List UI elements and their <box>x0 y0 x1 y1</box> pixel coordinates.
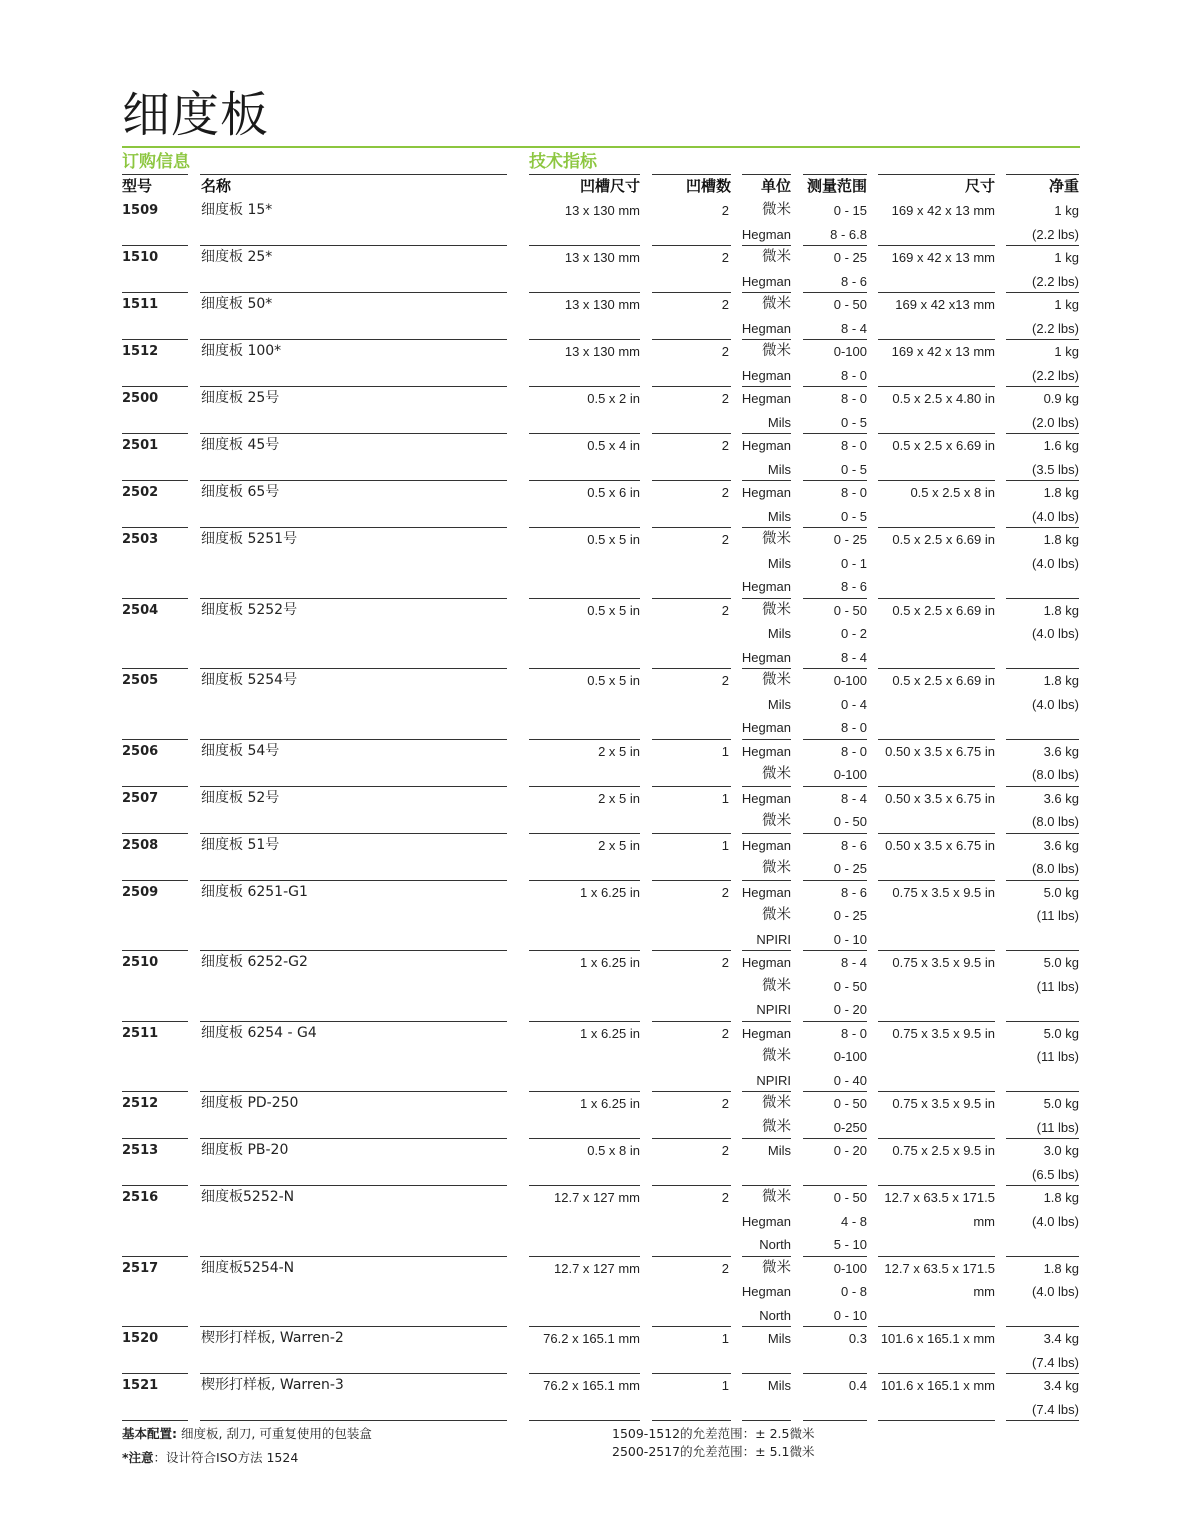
cell-units: 微米 <box>762 977 791 994</box>
cell-units: Hegman <box>741 226 791 242</box>
cell-weights: 1.6 kg <box>1043 438 1079 453</box>
row-rule <box>742 1420 791 1421</box>
cell-count: 2 <box>721 1025 729 1041</box>
cell-weights: (3.5 lbs) <box>1032 461 1079 477</box>
cell-ranges: 0 - 25 <box>833 250 867 265</box>
cell-units: Hegman <box>741 837 791 853</box>
cell-ranges: 0 - 40 <box>833 1072 867 1088</box>
cell-weights: 5.0 kg <box>1043 1025 1079 1041</box>
row-rule <box>1006 1420 1079 1421</box>
cell-ranges: 0 - 10 <box>833 931 867 947</box>
cell-units: 微米 <box>762 1189 791 1205</box>
cell-ranges: 0 - 8 <box>840 1284 867 1299</box>
cell-units: Mils <box>767 696 791 712</box>
cell-ranges: 0 - 25 <box>833 908 867 923</box>
cell-ranges: 0-100 <box>833 344 867 359</box>
cell-count: 2 <box>721 297 729 312</box>
cell-units: Hegman <box>741 884 791 900</box>
cell-units: NPIRI <box>756 1002 791 1017</box>
cell-count: 2 <box>721 203 729 218</box>
cell-code: 1510 <box>122 250 159 265</box>
cell-weights: (4.0 lbs) <box>1032 1213 1079 1229</box>
cell-weights: (4.0 lbs) <box>1032 555 1079 571</box>
cell-code: 2512 <box>122 1096 159 1111</box>
cell-weights: (2.0 lbs) <box>1032 414 1079 430</box>
cell-name: 细度板 50* <box>201 296 273 312</box>
cell-name: 细度板 45号 <box>201 437 280 453</box>
cell-groove: 0.5 x 5 in <box>587 673 640 688</box>
header-weight: 净重 <box>1048 177 1079 195</box>
cell-count: 1 <box>721 837 729 853</box>
cell-dims: 0.75 x 3.5 x 9.5 in <box>892 1025 995 1041</box>
cell-units: 微米 <box>762 907 791 923</box>
cell-ranges: 0-250 <box>833 1119 867 1135</box>
cell-name: 楔形打样板, Warren-3 <box>201 1377 344 1393</box>
cell-ranges: 0 - 5 <box>840 461 867 477</box>
cell-weights: (7.4 lbs) <box>1032 1354 1079 1370</box>
row-rule <box>803 1420 867 1421</box>
row-rule <box>878 1420 995 1421</box>
cell-units: Mils <box>767 414 791 430</box>
cell-weights: (4.0 lbs) <box>1032 508 1079 524</box>
title-rule <box>122 146 1080 148</box>
cell-weights: (11 lbs) <box>1036 1119 1079 1135</box>
cell-code: 2500 <box>122 391 159 406</box>
cell-units: Hegman <box>741 1025 791 1041</box>
cell-dims: 12.7 x 63.5 x 171.5 <box>884 1260 995 1276</box>
cell-weights: (11 lbs) <box>1036 1049 1079 1064</box>
cell-count: 2 <box>721 344 729 359</box>
footer-tolerance-1: 1509-1512的允差范围：± 2.5微米 <box>612 1426 815 1441</box>
cell-name: 细度板 25号 <box>201 390 280 406</box>
cell-ranges: 0.4 <box>848 1378 867 1393</box>
cell-name: 细度板 52号 <box>201 789 280 806</box>
cell-weights: 3.6 kg <box>1043 837 1079 853</box>
cell-ranges: 0 - 10 <box>833 1307 867 1323</box>
cell-ranges: 0 - 50 <box>833 1096 867 1111</box>
header-rule-name <box>200 174 507 175</box>
cell-name: 楔形打样板, Warren-2 <box>201 1330 344 1346</box>
cell-count: 2 <box>721 391 729 406</box>
cell-units: 微米 <box>762 672 791 688</box>
cell-code: 2504 <box>122 602 159 618</box>
cell-ranges: 0.3 <box>848 1331 867 1346</box>
footer-tolerance-2: 2500-2517的允差范围：± 5.1微米 <box>612 1444 815 1459</box>
row-rule <box>529 1420 640 1421</box>
cell-units: 微米 <box>762 813 791 829</box>
cell-units: Hegman <box>741 391 791 406</box>
cell-code: 2509 <box>122 884 159 900</box>
cell-ranges: 0 - 50 <box>833 297 867 312</box>
cell-ranges: 0 - 4 <box>840 696 867 712</box>
cell-dims: 0.50 x 3.5 x 6.75 in <box>885 837 995 853</box>
row-rule <box>652 1420 731 1421</box>
cell-groove: 76.2 x 165.1 mm <box>543 1378 640 1393</box>
cell-dims: 0.50 x 3.5 x 6.75 in <box>885 743 995 759</box>
cell-dims: 169 x 42 x 13 mm <box>891 250 995 265</box>
cell-name: 细度板 5252号 <box>201 601 298 618</box>
cell-ranges: 8 - 6 <box>840 837 867 853</box>
cell-units: 微米 <box>762 296 791 312</box>
cell-weights: 1 kg <box>1054 203 1079 218</box>
cell-code: 2503 <box>122 532 159 547</box>
header-model: 型号 <box>122 177 153 195</box>
cell-count: 2 <box>721 1143 729 1158</box>
cell-ranges: 8 - 0 <box>840 720 867 735</box>
cell-name: 细度板 PB-20 <box>201 1142 289 1158</box>
row-rule <box>200 1420 507 1421</box>
cell-ranges: 8 - 6.8 <box>830 226 867 242</box>
cell-name: 细度板 6254 - G4 <box>201 1024 317 1041</box>
cell-code: 1521 <box>122 1378 159 1393</box>
cell-dims: 169 x 42 x 13 mm <box>891 344 995 359</box>
cell-ranges: 0-100 <box>833 673 867 688</box>
cell-units: 微米 <box>762 202 791 218</box>
footer-note <box>122 1448 298 1468</box>
cell-groove: 13 x 130 mm <box>564 250 640 265</box>
cell-dims: 0.5 x 2.5 x 6.69 in <box>892 532 995 547</box>
cell-weights: 1.8 kg <box>1043 485 1079 500</box>
header-range: 测量范围 <box>806 177 867 195</box>
cell-count: 2 <box>721 438 729 453</box>
cell-units: Hegman <box>741 579 791 594</box>
cell-ranges: 8 - 4 <box>840 790 867 806</box>
cell-groove: 2 x 5 in <box>598 837 640 853</box>
header-dimensions: 尺寸 <box>964 177 995 195</box>
cell-dims: 0.5 x 2.5 x 6.69 in <box>892 438 995 453</box>
cell-units: 微米 <box>762 1048 791 1064</box>
cell-units: Mils <box>767 508 791 524</box>
cell-units: NPIRI <box>756 931 791 947</box>
cell-code: 1512 <box>122 344 159 359</box>
cell-code: 2511 <box>122 1025 159 1041</box>
cell-dims: 0.5 x 2.5 x 6.69 in <box>892 673 995 688</box>
cell-groove: 13 x 130 mm <box>564 203 640 218</box>
cell-units: Hegman <box>741 790 791 806</box>
cell-groove: 1 x 6.25 in <box>580 955 640 970</box>
cell-groove: 12.7 x 127 mm <box>554 1260 640 1276</box>
cell-ranges: 0 - 1 <box>840 555 867 571</box>
cell-count: 1 <box>721 790 729 806</box>
cell-dims: 0.5 x 2.5 x 4.80 in <box>892 391 995 406</box>
cell-units: Mils <box>767 461 791 477</box>
cell-ranges: 4 - 8 <box>840 1213 867 1229</box>
cell-units: Mils <box>767 555 791 571</box>
footer-basic <box>122 1424 372 1444</box>
footer-note-text: ：设计符合ISO方法 1524 <box>153 1450 299 1465</box>
cell-units: 微米 <box>762 1118 791 1135</box>
cell-ranges: 8 - 4 <box>840 955 867 970</box>
cell-code: 2510 <box>122 955 159 970</box>
cell-code: 2517 <box>122 1260 159 1276</box>
cell-ranges: 0 - 50 <box>833 978 867 994</box>
cell-ranges: 0-100 <box>833 1260 867 1276</box>
cell-units: Hegman <box>741 955 791 970</box>
cell-weights: (2.2 lbs) <box>1032 320 1079 336</box>
cell-weights: (6.5 lbs) <box>1032 1166 1079 1182</box>
cell-groove: 0.5 x 8 in <box>587 1143 640 1158</box>
cell-count: 2 <box>721 602 729 618</box>
header-name: 名称 <box>201 177 232 195</box>
cell-ranges: 0 - 25 <box>833 532 867 547</box>
cell-dims: 0.5 x 2.5 x 8 in <box>910 485 995 500</box>
cell-ranges: 0-100 <box>833 767 867 782</box>
cell-code: 1520 <box>122 1331 159 1346</box>
cell-units: Hegman <box>741 720 791 735</box>
header-groove-size: 凹槽尺寸 <box>579 177 640 195</box>
cell-ranges: 0 - 50 <box>833 602 867 618</box>
cell-weights: 5.0 kg <box>1043 884 1079 900</box>
cell-units: Hegman <box>741 320 791 336</box>
cell-units: Hegman <box>741 485 791 500</box>
cell-name: 细度板 15* <box>201 202 273 218</box>
cell-weights: 5.0 kg <box>1043 1096 1079 1111</box>
cell-ranges: 8 - 0 <box>840 1025 867 1041</box>
cell-dims: 0.50 x 3.5 x 6.75 in <box>885 790 995 806</box>
cell-ranges: 0 - 5 <box>840 508 867 524</box>
cell-units: 微米 <box>762 860 791 876</box>
cell-weights: (8.0 lbs) <box>1032 861 1079 876</box>
cell-weights: 1 kg <box>1054 297 1079 312</box>
cell-weights: 1 kg <box>1054 344 1079 359</box>
cell-units: 微米 <box>762 249 791 265</box>
cell-ranges: 0 - 50 <box>833 1190 867 1205</box>
cell-units: Mils <box>767 626 791 641</box>
cell-dims: 101.6 x 165.1 x mm <box>880 1331 995 1346</box>
cell-groove: 12.7 x 127 mm <box>554 1190 640 1205</box>
footer-basic-text: 细度板, 刮刀, 可重复使用的包装盒 <box>177 1426 372 1441</box>
cell-code: 1509 <box>122 203 159 218</box>
cell-weights: 1.8 kg <box>1043 1190 1079 1205</box>
cell-dims: mm <box>973 1284 995 1299</box>
cell-ranges: 8 - 4 <box>840 649 867 665</box>
cell-count: 1 <box>721 1331 729 1346</box>
cell-units: North <box>759 1307 791 1323</box>
cell-name: 细度板5252-N <box>201 1189 295 1205</box>
cell-ranges: 0 - 15 <box>833 203 867 218</box>
cell-units: Hegman <box>741 367 791 383</box>
cell-weights: (4.0 lbs) <box>1032 1284 1079 1299</box>
cell-count: 2 <box>721 1096 729 1111</box>
cell-ranges: 0-100 <box>833 1049 867 1064</box>
cell-units: NPIRI <box>756 1072 791 1088</box>
cell-weights: (2.2 lbs) <box>1032 367 1079 383</box>
cell-dims: 0.75 x 3.5 x 9.5 in <box>892 1096 995 1111</box>
cell-groove: 0.5 x 5 in <box>587 532 640 547</box>
cell-dims: 12.7 x 63.5 x 171.5 <box>884 1190 995 1205</box>
cell-groove: 1 x 6.25 in <box>580 1025 640 1041</box>
cell-dims: 0.75 x 3.5 x 9.5 in <box>892 955 995 970</box>
cell-units: Hegman <box>741 743 791 759</box>
cell-weights: 1.8 kg <box>1043 532 1079 547</box>
cell-weights: 3.6 kg <box>1043 790 1079 806</box>
cell-count: 2 <box>721 250 729 265</box>
cell-ranges: 0 - 20 <box>833 1002 867 1017</box>
cell-dims: 0.5 x 2.5 x 6.69 in <box>892 602 995 618</box>
cell-name: 细度板 25* <box>201 249 273 265</box>
cell-count: 2 <box>721 1260 729 1276</box>
cell-units: Mils <box>767 1331 791 1346</box>
cell-units: Hegman <box>741 273 791 289</box>
cell-ranges: 8 - 0 <box>840 391 867 406</box>
cell-code: 2507 <box>122 790 159 806</box>
cell-name: 细度板 6252-G2 <box>201 954 308 970</box>
cell-name: 细度板 PD-250 <box>201 1095 299 1111</box>
cell-weights: 0.9 kg <box>1043 391 1079 406</box>
cell-weights: 1.8 kg <box>1043 602 1079 618</box>
cell-weights: (8.0 lbs) <box>1032 767 1079 782</box>
cell-groove: 1 x 6.25 in <box>580 1096 640 1111</box>
cell-count: 2 <box>721 884 729 900</box>
cell-weights: (8.0 lbs) <box>1032 814 1079 829</box>
cell-ranges: 8 - 6 <box>840 884 867 900</box>
cell-ranges: 0 - 2 <box>840 626 867 641</box>
cell-dims: mm <box>973 1213 995 1229</box>
cell-code: 2505 <box>122 673 159 688</box>
cell-weights: (4.0 lbs) <box>1032 696 1079 712</box>
cell-ranges: 5 - 10 <box>833 1237 867 1252</box>
cell-weights: 3.4 kg <box>1043 1378 1079 1393</box>
cell-ranges: 8 - 6 <box>840 273 867 289</box>
header-unit: 单位 <box>760 177 791 195</box>
cell-dims: 0.75 x 3.5 x 9.5 in <box>892 884 995 900</box>
cell-ranges: 0 - 5 <box>840 414 867 430</box>
cell-groove: 1 x 6.25 in <box>580 884 640 900</box>
cell-groove: 0.5 x 5 in <box>587 602 640 618</box>
cell-count: 1 <box>721 1378 729 1393</box>
cell-weights: 5.0 kg <box>1043 955 1079 970</box>
cell-units: Hegman <box>741 438 791 453</box>
cell-groove: 13 x 130 mm <box>564 297 640 312</box>
cell-ranges: 0 - 20 <box>833 1143 867 1158</box>
cell-groove: 0.5 x 2 in <box>587 391 640 406</box>
cell-weights: 3.6 kg <box>1043 743 1079 759</box>
cell-units: 微米 <box>762 531 791 547</box>
cell-code: 2506 <box>122 743 159 759</box>
cell-groove: 76.2 x 165.1 mm <box>543 1331 640 1346</box>
cell-weights: (11 lbs) <box>1036 978 1079 994</box>
cell-name: 细度板 5251号 <box>201 531 298 547</box>
cell-units: North <box>759 1237 791 1252</box>
section-specs: 技术指标 <box>529 152 597 172</box>
cell-dims: 0.75 x 2.5 x 9.5 in <box>892 1143 995 1158</box>
cell-weights: 1.8 kg <box>1043 1260 1079 1276</box>
cell-count: 1 <box>721 743 729 759</box>
cell-count: 2 <box>721 673 729 688</box>
cell-weights: (4.0 lbs) <box>1032 626 1079 641</box>
cell-name: 细度板 65号 <box>201 484 280 500</box>
footer-basic-label: 基本配置: <box>122 1426 177 1441</box>
cell-weights: 1.8 kg <box>1043 673 1079 688</box>
cell-groove: 2 x 5 in <box>598 743 640 759</box>
cell-ranges: 0 - 50 <box>833 814 867 829</box>
cell-name: 细度板 6251-G1 <box>201 883 308 900</box>
cell-code: 2502 <box>122 485 159 500</box>
cell-units: Hegman <box>741 1213 791 1229</box>
cell-count: 2 <box>721 955 729 970</box>
cell-weights: 1 kg <box>1054 250 1079 265</box>
cell-units: 微米 <box>762 601 791 618</box>
header-groove-count: 凹槽数 <box>685 177 731 195</box>
cell-weights: 3.4 kg <box>1043 1331 1079 1346</box>
cell-name: 细度板5254-N <box>201 1259 295 1276</box>
section-ordering: 订购信息 <box>122 152 190 172</box>
cell-ranges: 8 - 0 <box>840 367 867 383</box>
cell-groove: 2 x 5 in <box>598 790 640 806</box>
cell-name: 细度板 5254号 <box>201 672 298 688</box>
cell-code: 2508 <box>122 837 159 853</box>
cell-groove: 13 x 130 mm <box>564 344 640 359</box>
cell-name: 细度板 54号 <box>201 742 280 759</box>
cell-ranges: 8 - 6 <box>840 579 867 594</box>
cell-units: 微米 <box>762 766 791 782</box>
cell-units: Mils <box>767 1143 791 1158</box>
footer-note-label: *注意 <box>122 1450 154 1465</box>
cell-weights: (11 lbs) <box>1036 908 1079 923</box>
page-title: 细度板 <box>122 87 270 143</box>
cell-weights: (2.2 lbs) <box>1032 273 1079 289</box>
cell-code: 2516 <box>122 1190 159 1205</box>
cell-weights: 3.0 kg <box>1043 1143 1079 1158</box>
cell-dims: 101.6 x 165.1 x mm <box>880 1378 995 1393</box>
cell-ranges: 8 - 4 <box>840 320 867 336</box>
cell-units: 微米 <box>762 343 791 359</box>
cell-units: 微米 <box>762 1259 791 1276</box>
cell-count: 2 <box>721 532 729 547</box>
cell-code: 2501 <box>122 438 159 453</box>
cell-count: 2 <box>721 485 729 500</box>
cell-weights: (2.2 lbs) <box>1032 226 1079 242</box>
cell-ranges: 8 - 0 <box>840 438 867 453</box>
cell-dims: 169 x 42 x 13 mm <box>891 203 995 218</box>
cell-dims: 169 x 42 x13 mm <box>895 297 995 312</box>
cell-groove: 0.5 x 6 in <box>587 485 640 500</box>
cell-units: Hegman <box>741 1284 791 1299</box>
cell-name: 细度板 100* <box>201 343 282 359</box>
cell-code: 1511 <box>122 297 159 312</box>
cell-count: 2 <box>721 1190 729 1205</box>
cell-groove: 0.5 x 4 in <box>587 438 640 453</box>
cell-ranges: 8 - 0 <box>840 485 867 500</box>
cell-units: Mils <box>767 1378 791 1393</box>
cell-units: 微米 <box>762 1095 791 1111</box>
cell-ranges: 8 - 0 <box>840 743 867 759</box>
cell-ranges: 0 - 25 <box>833 861 867 876</box>
row-rule <box>122 1420 188 1421</box>
cell-units: Hegman <box>741 649 791 665</box>
cell-name: 细度板 51号 <box>201 836 280 853</box>
cell-weights: (7.4 lbs) <box>1032 1401 1079 1417</box>
cell-code: 2513 <box>122 1143 159 1158</box>
